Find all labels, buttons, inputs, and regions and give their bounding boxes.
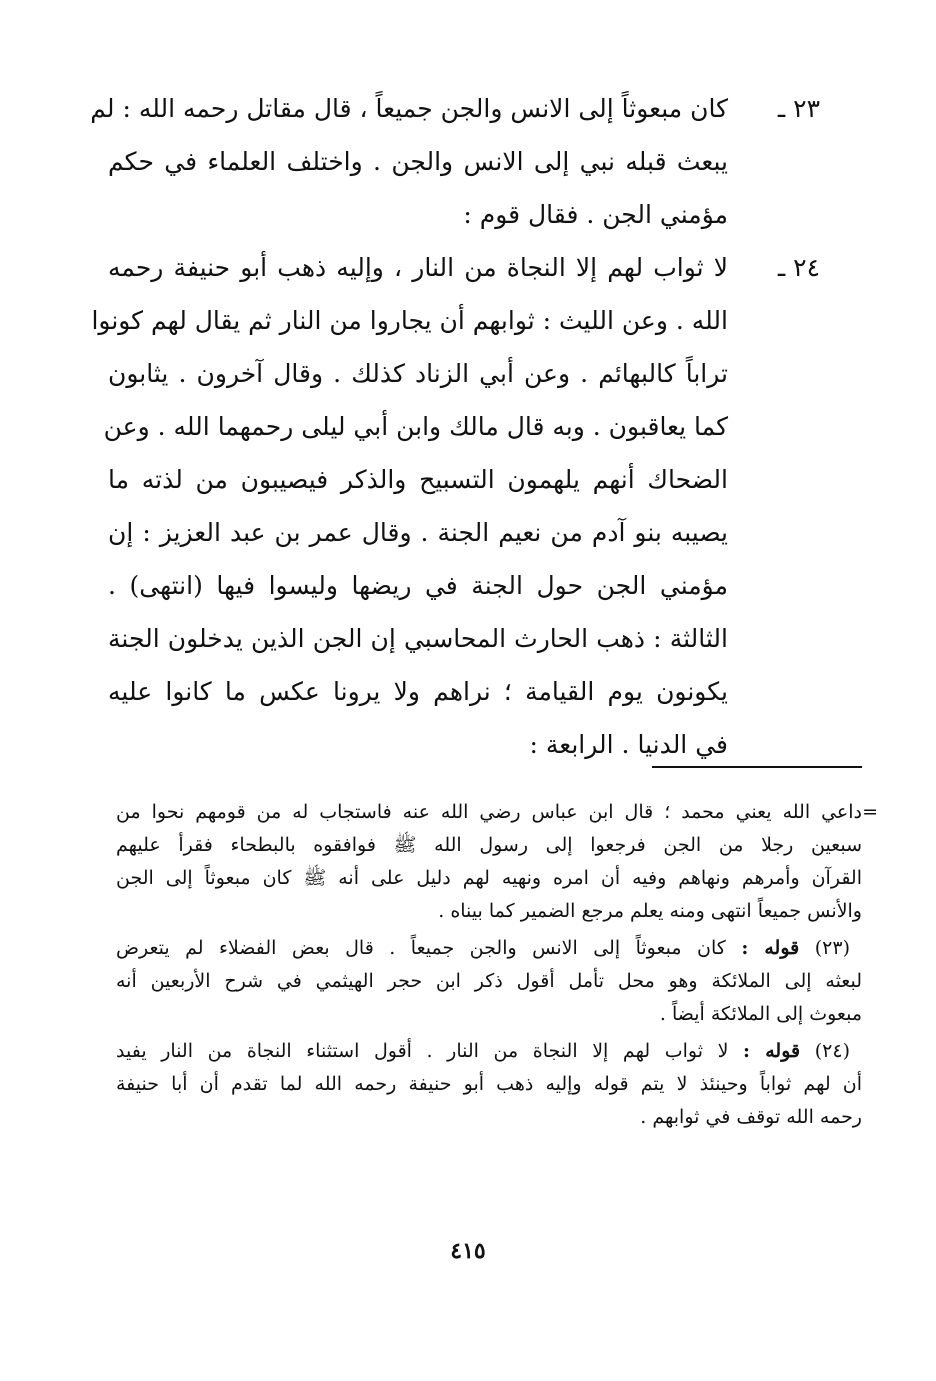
footnotes-block — [116, 796, 878, 1134]
footnote-first-line — [116, 1035, 862, 1068]
entry-number: ٢٤ ـ — [777, 253, 820, 282]
main-text-block — [90, 82, 820, 771]
text-line: الله . وعن الليث : ثوابهم أن يجاروا من النار ثم يقال لهم كونوا — [91, 306, 728, 335]
text-line: الثالثة : ذهب الحارث المحاسبي إن الجن الذين يدخلون الجنة — [108, 624, 728, 653]
text-line: مؤمني الجن . فقال قوم : — [463, 200, 728, 229]
footnote-line: أن لهم ثواباً وحينئذ لا يتم قوله وإليه ذهب أبو حنيفة رحمه الله لما تقدم أن أبا حنيفة — [116, 1073, 862, 1095]
footnote-line: لبعثه إلى الملائكة وهو محل تأمل أقول ذكر ابن حجر الهيثمي في شرح الأربعين أنه — [116, 970, 863, 992]
page-number: ٤١٥ — [450, 1238, 486, 1264]
footnote-line: داعي الله يعني محمد ؛ قال ابن عباس رضي الله عنه فاستجاب له من قومهم نحوا من — [116, 801, 862, 823]
footnote-text: كان مبعوثاً إلى الانس والجن جميعاً . قال بعض الفضلاء لم يتعرض — [116, 937, 726, 959]
footnote-continuation — [116, 796, 878, 928]
footnote-line: القرآن وأمرهم ونهاهم وفيه أن امره ونهيه لهم دليل على أنه ﷺ كان مبعوثاً إلى الجن — [116, 867, 862, 889]
footnote-line: رحمه الله توقف في ثوابهم . — [640, 1106, 862, 1128]
text-line: في الدنيا . الرابعة : — [529, 730, 728, 759]
entry-23 — [90, 82, 820, 241]
footnote-first-line — [116, 932, 862, 965]
text-line: يصيبه بنو آدم من نعيم الجنة . وقال عمر بن عبد العزيز : إن — [108, 518, 728, 547]
text-line: كما يعاقبون . وبه قال مالك وابن أبي ليلى رحمهما الله . وعن — [103, 412, 728, 441]
footnote-line: سبعين رجلا من الجن فرجعوا إلى رسول الله ﷺ فوافقوه بالبطحاء فقرأ عليهم — [116, 834, 862, 856]
text-line: الضحاك أنهم يلهمون التسبيح والذكر فيصيبون من لذته ما — [108, 465, 728, 494]
text-line: كان مبعوثاً إلى الانس والجن جميعاً ، قال مقاتل رحمه الله : لم — [90, 94, 728, 123]
footnote-lead-word: قوله : — [743, 1040, 801, 1062]
text-line: تراباً كالبهائم . وعن أبي الزناد كذلك . وقال آخرون . يثابون — [108, 359, 728, 388]
text-line: مؤمني الجن حول الجنة في ريضها وليسوا فيها (انتهى) . — [108, 571, 728, 600]
continuation-marker: = — [862, 801, 878, 823]
footnote-23 — [116, 932, 878, 1031]
footnote-text: لا ثواب لهم إلا النجاة من النار . أقول استثناء النجاة من النار يفيد — [116, 1040, 729, 1062]
footnote-ref-number: (٢٤) — [814, 1040, 850, 1062]
footnote-line: والأنس جميعاً انتهى ومنه يعلم مرجع الضمير كما بيناه . — [438, 900, 862, 922]
entry-number: ٢٣ ـ — [777, 94, 820, 123]
footnote-ref-number: (٢٣) — [814, 937, 850, 959]
footnote-line: مبعوث إلى الملائكة أيضاً . — [659, 1003, 862, 1025]
footnote-separator — [652, 766, 862, 768]
text-line: يبعث قبله نبي إلى الانس والجن . واختلف العلماء في حكم — [108, 147, 728, 176]
text-line: يكونون يوم القيامة ؛ نراهم ولا يرونا عكس ما كانوا عليه — [108, 677, 728, 706]
entry-24 — [91, 241, 820, 771]
footnote-lead-word: قوله : — [741, 937, 800, 959]
footnote-24 — [116, 1035, 878, 1134]
text-line: لا ثواب لهم إلا النجاة من النار ، وإليه ذهب أبو حنيفة رحمه — [108, 253, 728, 282]
